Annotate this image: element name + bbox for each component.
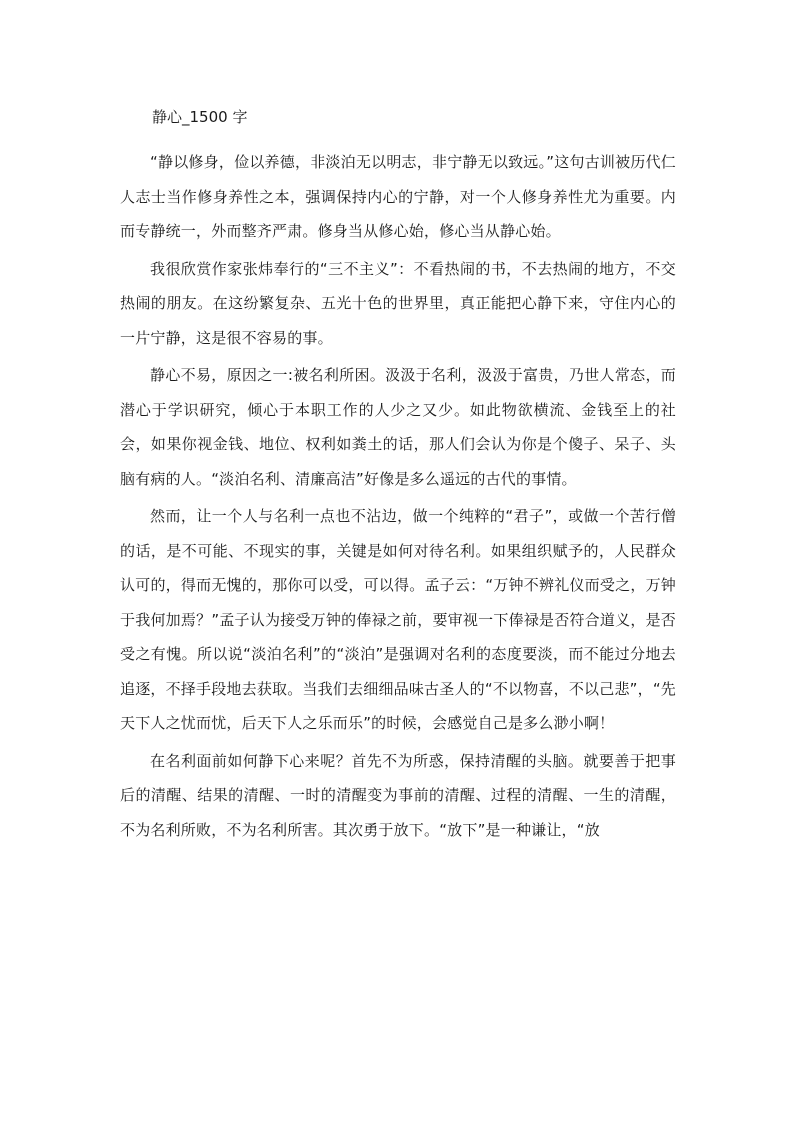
paragraph-4: 然而，让一个人与名利一点也不沾边，做一个纯粹的“君子”，或做一个苦行僧的话，是不可能、不现实的事，关键是如何对待名利。如果组织赋予的，人民群众认可的，得而无愧的，那你可以受，可以得。孟子云：“万钟不辨礼仪而受之，万钟于我何加焉？”孟子认为接受万钟的俸禄之前，要审视一下俸禄是否符合道义，是否受之有愧。所以说“淡泊名利”的“淡泊”是强调对名利的态度要淡，而不能过分地去追逐，不择手段地去获取。当我们去细细品味古圣人的“不以物喜，不以己悲”，“先天下人之忧而忧，后天下人之乐而乐”的时候，会感觉自己是多么渺小啊！: [120, 507, 676, 732]
paragraph-3: 静心不易，原因之一:被名利所困。汲汲于名利，汲汲于富贵，乃世人常态，而潜心于学识研究，倾心于本职工作的人少之又少。如此物欲横流、金钱至上的社会，如果你视金钱、地位、权利如粪土的话，那人们会认为你是个傻子、呆子、头脑有病的人。“淡泊名利、清廉高洁”好像是多么遥远的古代的事情。: [120, 366, 676, 488]
document-body: [120, 145, 676, 850]
document-title: 静心_1500 字: [152, 108, 248, 126]
paragraph-1: “静以修身，俭以养德，非淡泊无以明志，非宁静无以致远。”这句古训被历代仁人志士当作修身养性之本，强调保持内心的宁静，对一个人修身养性尤为重要。内而专静统一，外而整齐严肃。修身当从修心始，修心当从静心始。: [120, 153, 676, 240]
paragraph-5: 在名利面前如何静下心来呢？首先不为所惑，保持清醒的头脑。就要善于把事后的清醒、结果的清醒、一时的清醒变为事前的清醒、过程的清醒、一生的清醒，不为名利所败，不为名利所害。其次勇于放下。“放下”是一种谦让，“放: [120, 751, 676, 839]
paragraph-2: 我很欣赏作家张炜奉行的“三不主义”：不看热闹的书，不去热闹的地方，不交热闹的朋友。在这纷繁复杂、五光十色的世界里，真正能把心静下来，守住内心的一片宁静，这是很不容易的事。: [120, 259, 676, 347]
